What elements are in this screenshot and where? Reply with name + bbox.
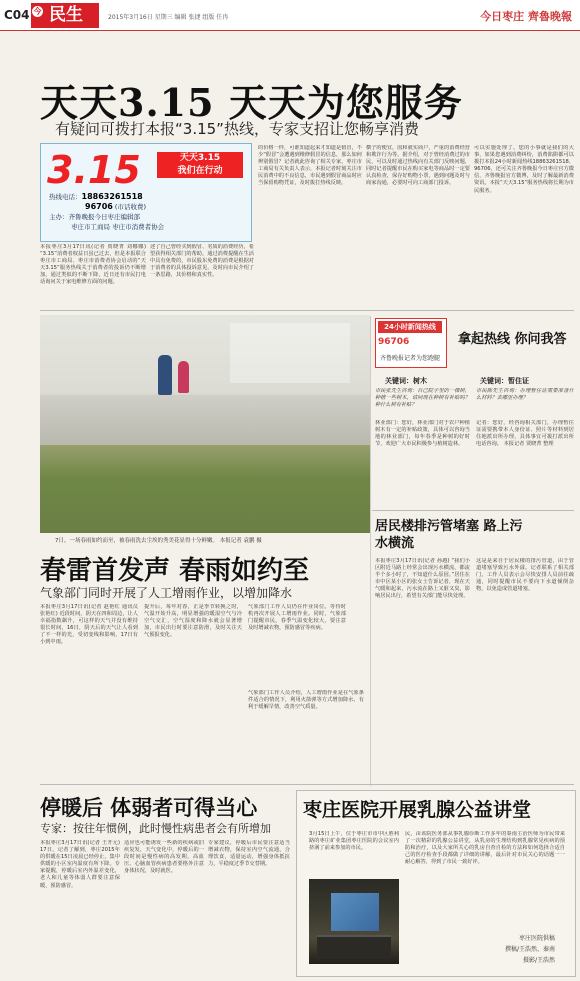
hotline-logo [375,318,447,368]
article2-column-1: 本报枣庄3月17日讯(记者 赵艳红 通讯员 张艳红) 近段时间，阴天在四和周边，让人幸福指数飙升，可这样的天气并没有维持很长时间，16日，阴天后的天气让人看到了不一样的光，受切变线和影响，17日有小到中雨。 [40,604,138,646]
photo-person [158,355,172,395]
section-badge: 今 [33,7,42,16]
lecture-photo [309,879,399,964]
article5-column-3: 专家建议，停暖后市民要注意适当增减衣物，保持室内空气流通，合理饮食，适量运动，增强身体抵抗力，平稳度过季节交替期。 [208,840,290,868]
article2-subheadline: 气象部门同时开展了人工增雨作业，以增加降水 [40,586,293,600]
article2-column-3: 气象部门工作人员仍在作业岗位。等待时机再次开展人工增雨作业。同时，气象部门提醒市民，春季气温变化较大，要注意及时增减衣物，预防感冒等疾病。 [248,604,346,632]
divider [40,784,574,785]
article4-column-1: 本报枣庄3月17日讯(记者 孙越) “我们小区附近马路上经常会出现污水横流，都流半个多小时了，不知道什么原因。”居住在市中区某小区的张女士告诉记者，现在天气暖和起来，污水流在路上又脏又臭，影响居民出行，希望有关部门能尽快处理。 [375,558,470,600]
photo-road [40,395,370,445]
article2-column-2: 提升后，每年对春，正是季节转换之时，气温开始升高，明显增强的暖湿空气与冷空气交汇，空气湿度和降水就会显著增加，市民出行时要注意防滑，及时关注天气预报变化。 [144,604,242,639]
photo-building [230,323,350,383]
promo-big-text: 3.15 [47,148,141,192]
answer-1: 林业部门：您好，林业部门对于农户种植树木有一定的补贴政策，具体可以咨询当地的林业部门，每年春季是种树的好时节，欢迎广大市民积极参与植树造林。 [375,420,470,448]
hotline-label: 热线电话： [49,193,82,201]
keyword-1: 关键词：树木 [385,377,427,385]
section-title: 民生 [49,5,83,25]
question-2: 市民陈先生咨询：办理暂住证需要准备什么材料？去哪里办理？ [476,388,574,402]
promo-tag [157,152,243,178]
divider [372,510,574,511]
article6-column-2: 民，由该院医务部从事乳腺诊断工作多年的秦南主治医师为市民带来了一次精彩的乳腺公益讲堂，从乳房的生理结构到乳腺常见疾病的预防和治疗，以及大家所关心的乳房自查自检的方法和如何选择合适自己的医疗检查手段都做了详细的讲解，最后针对市民关心的话题一一耐心解答，得到了市民一致好评。 [405,831,565,866]
article1-column-2: 述了自己曾经买到假冒、劣质的消费经历，希望获得相关部门的帮助。通过消费提醒在生活中具有免费的，市民股东免费的消费是根据对于消费者的具体投诉意见，及时向市民介绍了一条思路，其价格和真实性。 [150,244,254,279]
page-header [0,0,580,31]
article1-column-4: 横子的便宜，国和就实商户，严重的消费经营和欺诈行为等。据介绍，对于曾经消费过的市民，可以及时通过热线向有关部门反映问题，同时记者提醒市民在购买家电等商品时一定要认真检查，保存好购物小票，遇到问题及时与商家沟通，必要时可向工商部门投诉。 [366,145,470,187]
article2-headline: 春雷首发声 春雨如约至 [40,556,310,586]
keyword-2: 关键词：暂住证 [480,377,529,385]
article1-column-3: 的价格一样，可谁知道起来才知道是假冒，不少“假冒”会遭遇到维修假冒的信息，那么如何辨别假冒？记者就此咨询了相关专家，枣庄市工商局有关负责人表示，本报记者时刻关注市民消费中的不良信息，市民遇到假冒商品时应当保留购物凭证，及时拨打热线反映。 [258,145,362,187]
hotline-promo-graphic [40,143,252,242]
divider [40,310,574,311]
sponsor-label: 主办： [49,213,69,221]
answer-2: 记者：您好，经咨询相关部门，办理暂住证需要携带本人身份证、照片等材料到居住地派出所办理，具体事宜可拨打派出所电话咨询。 本报记者 贾晓菁 整理 [476,420,574,448]
article5-headline: 停暖后 体弱者可得当心 [40,795,258,820]
credit-source: 枣庄医院供稿 [519,935,556,942]
hotline-phone2: 96706 [85,202,113,211]
promo-info [49,192,164,232]
column-divider [370,316,371,786]
hotline-name: 齐鲁晚报记者为您跑腿 [380,355,441,362]
masthead-logo: 今日枣庄 齊魯晚報 [480,10,572,23]
article1-column-1: 本报枣庄3月17日讯(记者 贾晓菁 刘娜娜) “3.15”消费者权益日虽已过去，但是本报联合枣庄市工商局、枣庄市消费者协会启动的“天天3.15”服务热线关于消费者的投诉仍不断增加，通过类似的不断下降，近日还有市民打电话询问关于家电维修方面的问题。 [40,244,146,286]
article6-box [296,790,576,977]
article1-column-5: 可以实施处理了。您的小事就是我们的大事，如果您遇到消费纠纷，消费陷阱都可以拨打本报24小时新闻热线18863261518、96706，还可关注齐鲁晚报今日枣庄官方微信，齐鲁晚报官方微博，及时了解最新消费资讯，本报“天天3.15”服务热线将长期为市民服务。 [474,145,574,194]
promo-tag-line2: 我们在行动 [177,166,223,176]
article4-headline: 居民楼排污管堵塞 路上污水横流 [375,519,523,551]
audience [317,935,391,959]
sponsor-line1: 齐鲁晚报今日枣庄编辑部 [68,213,140,221]
sponsor-line2: 枣庄市工商局 枣庄市消费者协会 [71,223,165,231]
page-number: C04 [4,8,30,22]
article6-headline: 枣庄医院开展乳腺公益讲堂 [303,799,532,821]
spring-rain-photo [40,315,370,533]
article5-column-1: 本报枣庄3月17日讯(记者 王开元) 17日，记者了解到，枣庄2015年的供暖在15日凌晨已经停止，集中供暖的小区室内温度有所下降。专家提醒，停暖后室内外温差变化，老人和儿童等体弱人群要注意保暖，预防感冒。 [40,840,120,889]
credit-photo: 摄影/王浩然 [523,957,556,964]
hotline-phone2-note: (市话收费) [114,203,146,211]
photo-person [178,361,189,393]
article6-column-1: 3月15日上午，位于枣庄市市中区胜利路的枣庄矿业集团枣庄医院的会议室内挤满了前来参加的市民。 [309,831,399,852]
article5-subheadline: 专家：按往年惯例，此时慢性病患者会有所增加 [40,822,271,835]
dateline: 2015年3月16日 星期三 编辑 张捷 组版 任冉 [108,14,229,21]
article5-column-2: 适应也可能诱发一些新的疾病或旧疾复发，天气变化中，停暖后的一段时间是慢性病的高发期，高血压、心脑血管疾病患者要格外注意身体状况，及时就医。 [124,840,204,875]
article4-column-2: 这是是来自于居民楼的排污管道，由于管道堵塞导致污水外溢。记者联系了相关部门，工作人员表示会尽快安排人员前往疏通，同时提醒市民不要向下水道倾倒杂物，以免造成管道堵塞。 [476,558,574,593]
article1-headline: 天天3.15 天天为您服务 [40,80,463,125]
projector-screen [331,893,379,931]
article2-column-4: 气象部门工作人员介绍，人工增雨作业是在气象条件适合的情况下，利用火箭弹等方式增加降水，有利于缓解旱情，改善空气质量。 [248,690,364,711]
question-1: 市民张先生咨询：自己院子里的一棵树，种植一些树木，请问现在种树有补贴吗？种什么树有补贴？ [375,388,470,409]
article1-subheadline: 有疑问可拨打本报“3.15”热线，专家支招让您畅享消费 [55,120,419,138]
hotline-phone1: 18863261518 [81,192,143,201]
article3-headline: 拿起热线 你问我答 [458,332,567,347]
credit-writers: 撰稿/王浩然、秦南 [505,946,556,953]
hotline-number: 96706 [378,337,410,347]
hotline-tag: 24小时新闻热线 [378,321,442,333]
article6-credits [505,933,555,966]
photo-caption: 7日，一场春雨如约而至，被春雨洗去尘埃的秀美花显得十分鲜嫩。 本报记者 袁鹏 摄 [55,538,262,544]
promo-tag-line1: 天天3.15 [179,153,221,163]
